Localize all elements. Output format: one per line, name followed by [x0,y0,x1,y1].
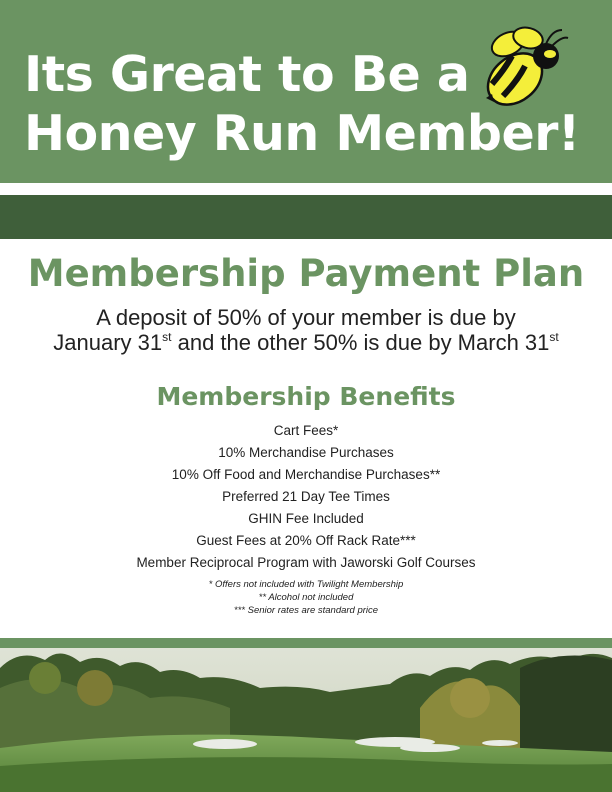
bottom-green-band [0,638,612,648]
bee-icon [470,24,570,114]
payment-plan-line-2-start: January 31 [53,330,163,355]
payment-plan-line-2-end: and the other 50% is due by March 31 [177,330,550,355]
footnote: ** Alcohol not included [258,592,354,603]
benefit-item: GHIN Fee Included [248,511,364,526]
benefit-item: Member Reciprocal Program with Jaworski Golf Courses [136,555,476,570]
footnote: * Offers not included with Twilight Membership [208,579,404,590]
headline-line-2: Honey Run Member! [24,105,580,162]
benefit-item: Guest Fees at 20% Off Rack Rate*** [196,533,416,548]
golf-course-photo [0,648,612,792]
payment-plan-line-1: A deposit of 50% of your member is due by [96,305,516,330]
ordinal-suffix: st [162,330,172,344]
footnote: *** Senior rates are standard price [233,605,379,616]
dark-green-band [0,195,612,239]
payment-plan-title: Membership Payment Plan [27,252,585,295]
payment-plan-line-2 [0,330,612,356]
benefit-item: 10% Merchandise Purchases [218,445,394,460]
benefits-list [0,420,612,574]
benefit-item: Cart Fees* [273,423,339,438]
benefits-title: Membership Benefits [156,382,456,411]
footnotes [0,578,612,617]
ordinal-suffix: st [549,330,559,344]
header-banner [0,0,612,183]
benefit-item: 10% Off Food and Merchandise Purchases** [171,467,441,482]
headline-line-1: Its Great to Be a [24,46,470,103]
benefit-item: Preferred 21 Day Tee Times [222,489,390,504]
